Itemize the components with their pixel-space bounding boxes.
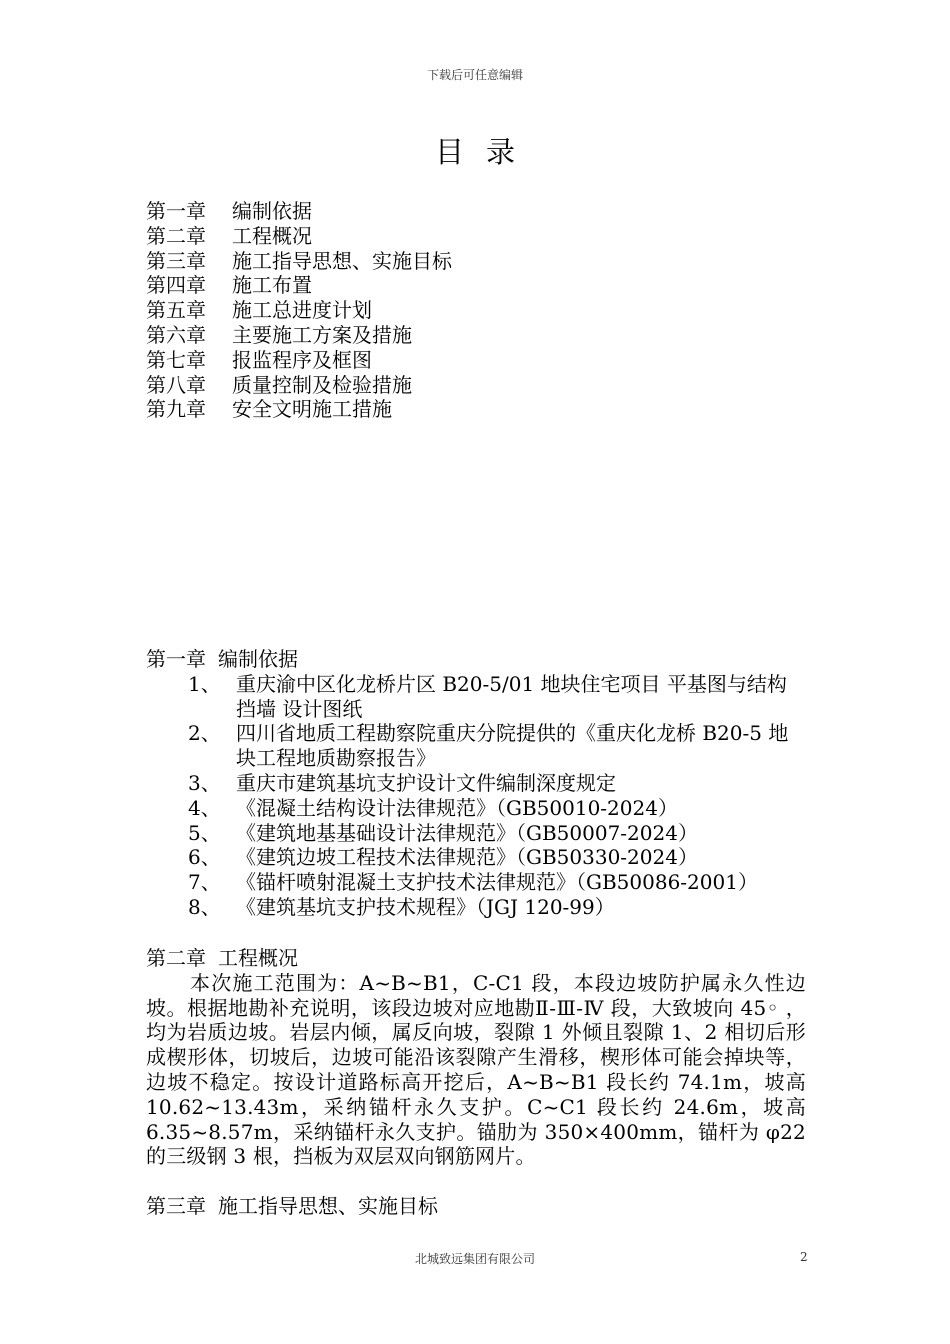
toc-item-label: 施工布置 (232, 273, 312, 298)
page-number: 2 (800, 1250, 808, 1264)
page-header: 下载后可任意编辑 (426, 68, 523, 82)
reference-item (146, 672, 806, 722)
toc-item (146, 397, 846, 422)
chapter-2-section (146, 946, 806, 1169)
reference-index: 6、 (188, 845, 221, 870)
reference-index: 1、 (188, 671, 221, 696)
toc-item-number: 第九章 (146, 397, 206, 422)
reference-text: 重庆市建筑基坑支护设计文件编制深度规定 (236, 770, 616, 795)
reference-index: 3、 (188, 770, 221, 795)
reference-text: 《建筑基坑支护技术规程》（JGJ 120-99） (236, 894, 615, 919)
chapter-number: 第二章 (146, 946, 206, 970)
reference-text: 四川省地质工程勘察院重庆分院提供的《重庆化龙桥 B20-5 地块工程地质勘察报告》 (236, 721, 789, 771)
reference-text: 《混凝土结构设计法律规范》（GB50010-2024） (236, 795, 678, 820)
toc-item-number: 第四章 (146, 273, 206, 298)
reference-item (146, 870, 806, 895)
toc-item-label: 施工总进度计划 (232, 298, 372, 323)
reference-text: 《建筑地基基础设计法律规范》（GB50007-2024） (236, 820, 698, 845)
reference-text: 重庆渝中区化龙桥片区 B20-5/01 地块住宅项目 平基图与结构挡墙 设计图纸 (236, 671, 787, 721)
chapter-2-body: 本次施工范围为：A~B~B1，C-C1 段，本段边坡防护属永久性边坡。根据地勘补充说明，该段边坡对应地勘Ⅱ-Ⅲ-Ⅳ 段，大致坡向 45◦ ，均为岩质边坡。岩层内倾，属反向坡，裂隙 1 外倾且裂隙 1、2 相切后形成楔形体，切坡后，边坡可能沿该裂隙产生滑移，楔形体可能会掉块等，边坡不稳定。按设计道路标高开挖后，A~B~B1 段长约 74.1m，坡高 10.62~13.43m，采纳锚杆永久支护。C~C1 段长约 24.6m，坡高 6.35~8.57m，采纳锚杆永久支护。锚肋为 350×400mm，锚杆为 φ22 的三级钢 3 根，挡板为双层双向钢筋网片。 (146, 970, 806, 1169)
reference-item (146, 821, 806, 846)
chapter-number: 第三章 (146, 1194, 206, 1218)
reference-item (146, 895, 806, 920)
chapter-3-section (146, 1194, 806, 1219)
toc-item-number: 第七章 (146, 347, 206, 372)
toc-item (146, 249, 846, 274)
reference-item (146, 771, 806, 796)
reference-item (146, 796, 806, 821)
reference-index: 4、 (188, 795, 221, 820)
toc-item-label: 安全文明施工措施 (232, 397, 392, 422)
toc-item-label: 报监程序及框图 (232, 347, 372, 372)
toc-item (146, 224, 846, 249)
footer-company: 北城致远集团有限公司 (414, 1252, 535, 1266)
toc-item (146, 348, 846, 373)
reference-index: 8、 (188, 894, 221, 919)
chapter-1-heading (146, 647, 806, 672)
toc-item-label: 工程概况 (232, 223, 312, 248)
toc-item (146, 273, 846, 298)
reference-item (146, 845, 806, 870)
chapter-title: 施工指导思想、实施目标 (218, 1194, 438, 1218)
reference-text: 《建筑边坡工程技术法律规范》（GB50330-2024） (236, 845, 698, 870)
toc-item (146, 373, 846, 398)
toc-item (146, 298, 846, 323)
toc-item-label: 编制依据 (232, 199, 312, 223)
reference-text: 《锚杆喷射混凝土支护技术法律规范》（GB50086-2001） (236, 870, 758, 895)
toc-item-number: 第一章 (146, 199, 206, 223)
toc-title: 目录 (434, 135, 537, 169)
chapter-2-heading (146, 946, 806, 971)
reference-index: 5、 (188, 820, 221, 845)
reference-index: 2、 (188, 721, 221, 746)
toc-item-number: 第六章 (146, 322, 206, 347)
toc-item-label: 质量控制及检验措施 (232, 372, 412, 397)
chapter-title: 编制依据 (218, 647, 298, 671)
toc-item (146, 323, 846, 348)
chapter-3-heading (146, 1194, 806, 1219)
chapter-1-section (146, 647, 806, 920)
reference-item (146, 721, 806, 771)
toc-item-number: 第八章 (146, 372, 206, 397)
toc-item-number: 第五章 (146, 298, 206, 323)
toc-item-label: 主要施工方案及措施 (232, 322, 412, 347)
chapter-number: 第一章 (146, 647, 206, 671)
toc-item-label: 施工指导思想、实施目标 (232, 248, 452, 273)
reference-index: 7、 (188, 870, 221, 895)
toc-item-number: 第三章 (146, 248, 206, 273)
table-of-contents (146, 199, 846, 422)
chapter-title: 工程概况 (218, 946, 298, 970)
toc-item-number: 第二章 (146, 223, 206, 248)
toc-item (146, 199, 846, 224)
